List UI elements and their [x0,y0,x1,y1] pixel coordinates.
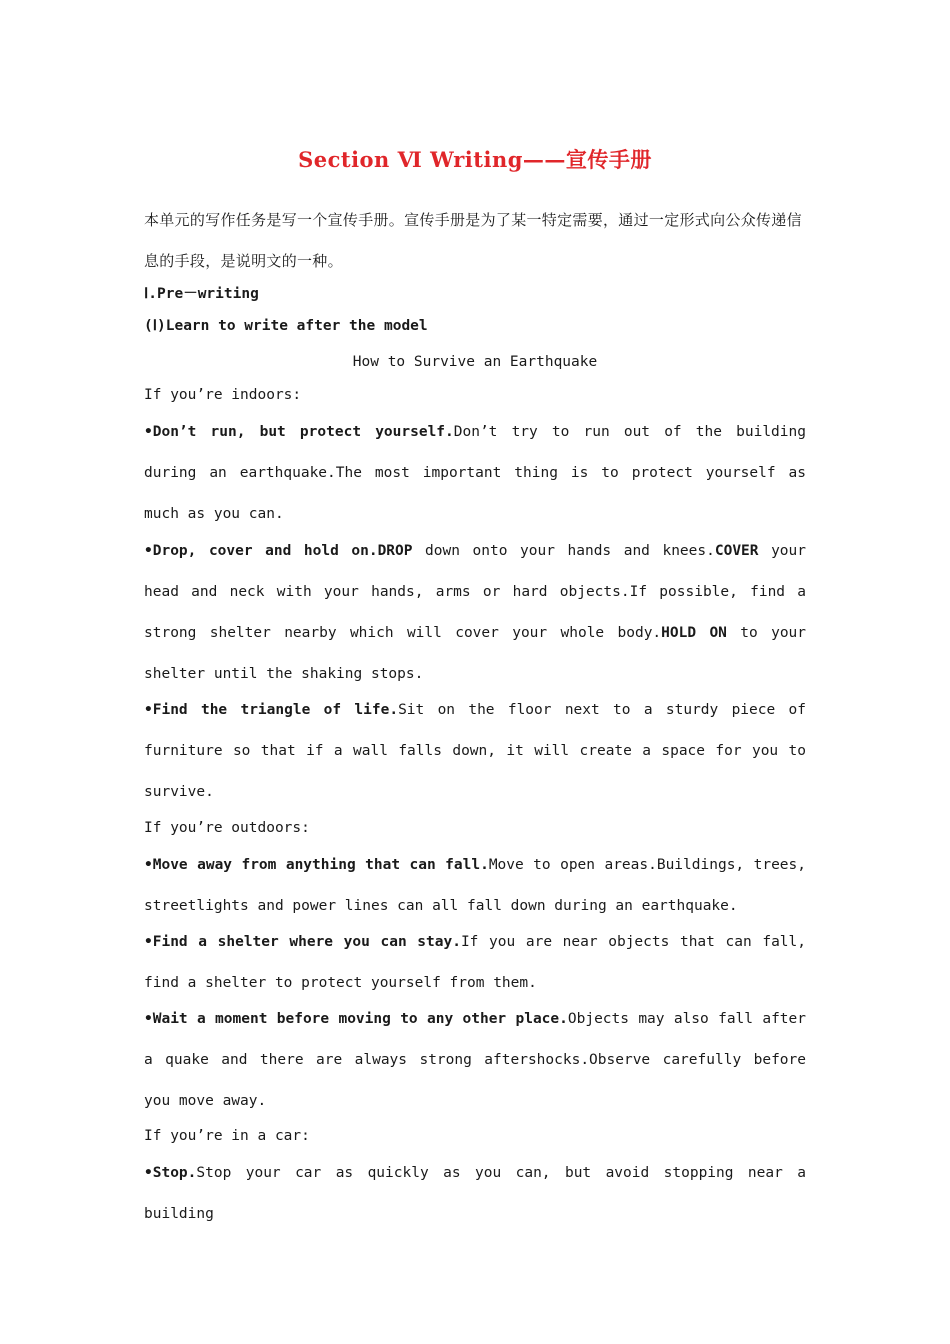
bullet-keyword: DROP [377,543,413,559]
page-title: Section Ⅵ Writing——宣传手册 [298,147,652,172]
bullet-text: Move to open areas.Buildings, trees, streetlights and power lines can all fall down during an earthquake. [144,857,806,914]
bullet-heading: •Drop, cover and hold on. [144,543,378,559]
bullet-keyword: HOLD ON [661,625,727,641]
model-title: How to Survive an Earthquake [352,354,598,370]
bullet-item [144,1153,806,1235]
bullet-text: to your shelter until the shaking stops. [144,625,807,682]
bullet-text: Objects may also fall after a quake and there are always strong aftershocks.Observe carefully before you move away. [144,1011,806,1109]
bullet-heading: •Find a shelter where you can stay. [144,934,461,950]
bullet-keyword: COVER [714,543,759,559]
bullet-item [144,922,806,1004]
bullet-text: your head and neck with your hands, arms or hard objects.If possible, find a strong shelter nearby which will cover your whole body. [144,543,806,641]
bullet-text: Stop your car as quickly as you can, but avoid stopping near a building [144,1165,806,1222]
bullet-item [144,531,806,695]
outdoors-label: If you’re outdoors: [144,820,310,836]
bullet-item [144,412,806,535]
bullet-heading: •Find the triangle of life. [144,702,399,718]
indoors-label: If you’re indoors: [144,387,302,403]
bullet-heading: •Stop. [144,1165,197,1181]
bullet-item [144,845,806,927]
bullet-text: down onto your hands and knees. [412,543,715,559]
car-label: If you’re in a car: [144,1128,310,1144]
intro-paragraph: 本单元的写作任务是写一个宣传手册。宣传手册是为了某一特定需要，通过一定形式向公众传递信息的手段，是说明文的一种。 [144,211,802,270]
section-heading-model: (Ⅰ)Learn to write after the model [144,318,428,334]
bullet-heading: •Wait a moment before moving to any other place. [144,1011,568,1027]
bullet-item [144,690,806,813]
bullet-text: If you are near objects that can fall, find a shelter to protect yourself from them. [144,934,806,991]
section-heading-prewriting: Ⅰ.Pre－writing [144,286,259,302]
bullet-text: Don’t try to run out of the building during an earthquake.The most important thing is to protect yourself as much as you can. [144,424,806,522]
bullet-heading: •Don’t run, but protect yourself. [144,424,454,440]
bullet-heading: •Move away from anything that can fall. [144,857,489,873]
bullet-text: Sit on the floor next to a sturdy piece of furniture so that if a wall falls down, it will create a space for you to survive. [144,702,807,800]
bullet-item [144,999,806,1122]
